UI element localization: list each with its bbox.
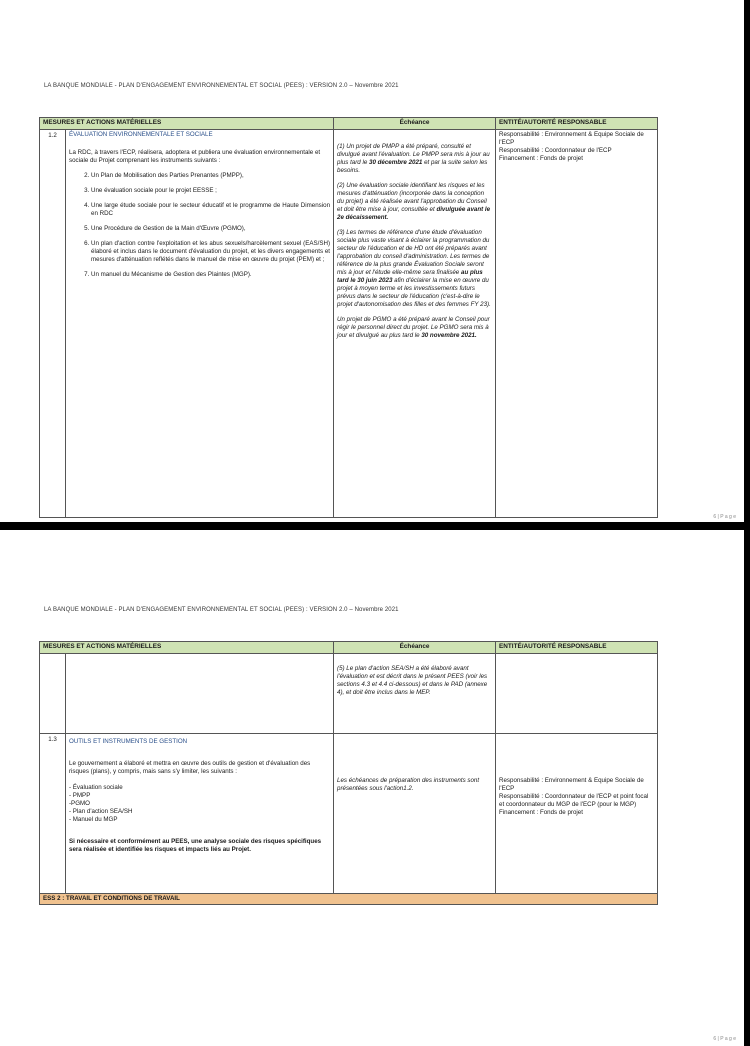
doc-header: LA BANQUE MONDIALE - PLAN D'ENGAGEMENT ENVIRONNEMENTAL ET SOCIAL (PEES) : VERSION 2.0 – Novembre 2021 (44, 607, 399, 613)
row-intro: Le gouvernement a élaboré et mettra en œuvre des outils de gestion et d'évaluation des risques (plans), y compris, mais sans s'y limiter, les suivants : (69, 760, 311, 775)
row-deadline: (5) Le plan d'action SEA/SH a été élaboré avant l'évaluation et est décrit dans le présent PEES (voir les sections 4.3 et 4.4 ci-dessous) et dans le PAD (annexe 4), et doit être inclus dans le MEP. (334, 654, 496, 734)
table-header-row (40, 642, 658, 654)
list-item: - Évaluation sociale (69, 784, 123, 791)
doc-header: LA BANQUE MONDIALE - PLAN D'ENGAGEMENT ENVIRONNEMENTAL ET SOCIAL (PEES) : VERSION 2.0 – Novembre 2021 (44, 83, 399, 89)
page-footer: 6 | P a g e (713, 514, 736, 520)
document-page-1 (0, 0, 744, 522)
row-title: OUTILS ET INSTRUMENTS DE GESTION (69, 738, 188, 745)
instrument-list (69, 784, 330, 824)
list-item: 5. Une Procédure de Gestion de la Main d'Œuvre (PGMO), (91, 225, 330, 233)
list-item: - PMPP (69, 792, 91, 799)
row-number: 1.2 (40, 130, 66, 518)
ess-section-row (40, 894, 658, 905)
col-deadline: Échéance (334, 642, 496, 654)
list-item: - Plan d'action SEA/SH (69, 808, 133, 815)
ess2-heading: ESS 2 : TRAVAIL ET CONDITIONS DE TRAVAIL (40, 894, 658, 905)
row-measure (66, 734, 334, 894)
list-item: 2. Un Plan de Mobilisation des Parties Prenantes (PMPP), (91, 172, 330, 180)
col-deadline: Échéance (334, 118, 496, 130)
deadline-2: (2) Une évaluation sociale identifiant les risques et les mesures d'atténuation (incorporée dans la conception du projet) a été réalisée avant l'approbation du Conseil et doit être mise à jour, consultée et divulguée avant le 2e décaissement. (337, 182, 491, 221)
table-row (40, 654, 658, 734)
table-row (40, 734, 658, 894)
list-item: 4. Une large étude sociale pour le secteur éducatif et le programme de Haute Dimension en RDC (91, 202, 330, 218)
deadline-1: (1) Un projet de PMPP a été préparé, consulté et divulgué avant l'évaluation. Le PMPP sera mis à jour au plus tard le 30 décembre 2021 et par la suite selon les besoins. (337, 143, 490, 174)
list-item: 6. Un plan d'action contre l'exploitation et les abus sexuels/harcèlement sexuel (EAS/SH) élaboré et inclus dans le document d'évaluation du projet, et les divers engagements et mesures d'atténuation reflétés dans le manuel de mise en œuvre du projet (PEM) et ; (91, 240, 330, 264)
list-item: -PGMO (69, 800, 90, 807)
row-deadline (334, 130, 496, 518)
instrument-list (69, 172, 330, 279)
row-title: ÉVALUATION ENVIRONNEMENTALE ET SOCIALE (69, 131, 213, 138)
deadline-4: Un projet de PGMO a été préparé avant le Conseil pour régir le personnel direct du projet. Le PGMO sera mis à jour et divulgué au plus tard le 30 novembre 2021. (337, 316, 490, 339)
row-intro: La RDC, à travers l'ECP, réalisera, adoptera et publiera une évaluation environnementale et sociale du Projet comprenant les instruments suivants : (69, 149, 321, 164)
col-entity: ENTITÉ/AUTORITÉ RESPONSABLE (496, 642, 658, 654)
page-footer: 6 | P a g e (713, 1036, 736, 1042)
table-header-row (40, 118, 658, 130)
col-measures: MESURES ET ACTIONS MATÉRIELLES (40, 642, 334, 654)
measures-table (39, 117, 658, 518)
row-number: 1.3 (40, 734, 66, 894)
list-item: 7. Un manuel du Mécanisme de Gestion des Plaintes (MGP). (91, 271, 330, 279)
list-item: - Manuel du MGP (69, 816, 118, 823)
list-item: 3. Une évaluation sociale pour le projet EESSE ; (91, 187, 330, 195)
row-deadline: Les échéances de préparation des instruments sont présentées sous l'action1.2. (334, 734, 496, 894)
document-page-2 (0, 530, 744, 1046)
measures-table (39, 641, 658, 905)
col-entity: ENTITÉ/AUTORITÉ RESPONSABLE (496, 118, 658, 130)
row-entity: Responsabilité : Environnement & Equipe Sociale de l'ECP Responsabilité : Coordonnateur de l'ECP Financement : Fonds de projet (496, 130, 658, 518)
deadline-3: (3) Les termes de référence d'une étude d'évaluation sociale plus vaste visant à éclairer la programmation du secteur de l'éducation et de HD ont été préparés avant l'approbation du conseil d'administration. Les termes de référence de la plus grande Évaluation Sociale seront mis à jour et l'étude elle-même sera finalisée au plus tard le 30 juin 2023 afin d'éclairer la mise en œuvre du projet à moyen terme et les investissements futurs prévus dans le secteur de l'éducation (c'est-à-dire le projet d'autonomisation des filles et des femmes FY 23). (337, 229, 491, 308)
row-entity: Responsabilité : Environnement & Equipe Sociale de l'ECP Responsabilité : Coordonnateur de l'ECP et point focal et coordonnateur du MGP de l'ECP (pour le MGP) Financement : Fonds de projet (496, 734, 658, 894)
row-note: Si nécessaire et conformément au PEES, une analyse sociale des risques spécifiques sera réalisée et identifiée les risques et impacts liés au Projet. (69, 838, 322, 853)
table-row (40, 130, 658, 518)
col-measures: MESURES ET ACTIONS MATÉRIELLES (40, 118, 334, 130)
row-measure (66, 130, 334, 518)
